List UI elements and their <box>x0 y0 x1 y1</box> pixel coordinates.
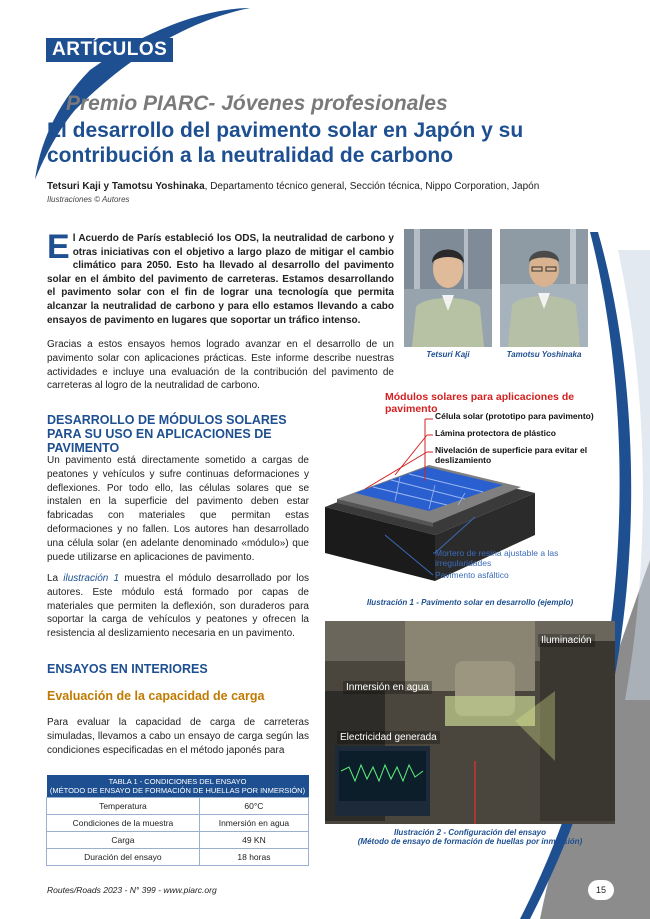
page-footer: Routes/Roads 2023 - N° 399 - www.piarc.org <box>47 885 217 895</box>
table-row <box>47 832 309 849</box>
intro-text: l Acuerdo de París estableció los ODS, la neutralidad de carbono y otras iniciativas con el objetivo a largo plazo de mitigar el cambio climático para 2050. Esto ha llevado al desarrollo del pavimento solar en el ámbito del pavimento de carreteras. Estamos desarrollando el pavimento solar con el fin de lograr una tecnología que permita alcanzar la neutralidad de carbono y para ello estamos llevando a cabo ensayos de pavimento en lugares que soportar un tráfico intenso. <box>47 233 394 326</box>
drop-cap: E <box>47 228 70 266</box>
section2-paragraph-1: Para evaluar la capacidad de carga de carreteras simuladas, llevamos a cabo un ensayo de carga según las condiciones especificadas en el método japonés para <box>47 717 309 756</box>
figure-1-title: Módulos solares para aplicaciones de pavimento <box>385 391 575 415</box>
figure-1-caption: Ilustración 1 - Pavimento solar en desarrollo (ejemplo) <box>366 598 574 607</box>
table-row <box>47 849 309 866</box>
section-heading-indoor-tests: ENSAYOS EN INTERIORES <box>47 662 208 676</box>
table-title-line-2: (MÉTODO DE ENSAYO DE FORMACIÓN DE HUELLAS POR INMERSIÓN) <box>49 786 306 795</box>
figure-2-label-electricity: Electricidad generada <box>337 731 440 744</box>
person-photo-icon <box>404 229 492 347</box>
figure-2-caption-line-1: Ilustración 2 - Configuración del ensayo <box>393 828 547 837</box>
figure-reference-link[interactable]: ilustración 1 <box>63 573 120 584</box>
figure-1-label-asphalt: Pavimento asfáltico <box>435 570 509 580</box>
table-cell-key: Duración del ensayo <box>47 849 200 866</box>
intro-paragraph <box>47 228 394 327</box>
paragraph-1: Gracias a estos ensayos hemos logrado avanzar en el desarrollo de un pavimento solar con aplicaciones prácticas. Este informe describe nuestras actividades e incluye una evaluación de la contribución del pavimento de carreteras al logro de la neutralidad de carbono. <box>47 339 394 392</box>
illustration-credit: Ilustraciones © Autores <box>47 195 130 204</box>
author-photo-2 <box>500 229 588 347</box>
figure-1-label-cell: Célula solar (prototipo para pavimento) <box>435 411 594 421</box>
subsection-heading: Evaluación de la capacidad de carga <box>47 689 265 703</box>
text-fragment: muestra el módulo desarrollado por los autores. Este módulo está formado por capas de materiales que permiten la deflexión, son duraderos para soportar la carga de vehículos y peatones y ofrecen la resistencia al deslizamiento necesaria en un pavimento. <box>47 573 309 640</box>
text-fragment: La <box>47 573 64 584</box>
table-cell-value: 18 horas <box>199 849 308 866</box>
table-cell-key: Condiciones de la muestra <box>47 815 200 832</box>
photo-caption-1: Tetsuri Kaji <box>426 350 470 359</box>
section1-paragraph-1: Un pavimento está directamente sometido a cargas de peatones y vehículos y sufre continuas deformaciones y deflexiones. Por todo ello, las células solares que se instalen en la superficie del pavimento deben estar fabricadas con materiales que permitan estas deformaciones y no fallen. Los autores han desarrollado una célula solar (en adelante denominado «módulo») que puede utilizarse en aplicaciones de pavimento. <box>47 455 309 563</box>
figure-2-label-lighting: Iluminación <box>538 634 595 647</box>
author-photo-1 <box>404 229 492 347</box>
figure-1-solar-module <box>325 385 615 595</box>
section-tag: ARTÍCULOS <box>46 38 173 62</box>
author-names: Tetsuri Kaji y Tamotsu Yoshinaka <box>47 181 205 192</box>
figure-1-label-film: Lámina protectora de plástico <box>435 428 556 438</box>
section-heading-modules: DESARROLLO DE MÓDULOS SOLARES PARA SU USO EN APLICACIONES DE PAVIMENTO <box>47 413 287 455</box>
photo-caption-2: Tamotsu Yoshinaka <box>506 350 582 359</box>
table-cell-value: Inmersión en agua <box>199 815 308 832</box>
table-cell-value: 49 KN <box>199 832 308 849</box>
figure-1-label-mortar: Mortero de resina ajustable a las irregularidades <box>435 548 559 568</box>
table-test-conditions <box>46 775 309 866</box>
table-title-line-1: TABLA 1 - CONDICIONES DEL ENSAYO <box>108 777 247 786</box>
author-affiliation: , Departamento técnico general, Sección técnica, Nippo Corporation, Japón <box>204 181 540 192</box>
figure-2-caption-line-2: (Método de ensayo de formación de huellas por inmersión) <box>357 837 583 846</box>
table-cell-key: Carga <box>47 832 200 849</box>
table-title <box>47 775 309 798</box>
authors-line <box>47 180 607 193</box>
figure-2-test-setup-photo <box>325 621 615 824</box>
figure-2-caption <box>325 828 615 846</box>
table-row <box>47 815 309 832</box>
table-cell-key: Temperatura <box>47 798 200 815</box>
table-cell-value: 60°C <box>199 798 308 815</box>
page-number: 15 <box>588 880 614 900</box>
section1-paragraph-2 <box>47 572 309 641</box>
person-photo-icon <box>500 229 588 347</box>
article-title: El desarrollo del pavimento solar en Japón y su contribución a la neutralidad de carbono <box>47 119 524 167</box>
figure-2-label-water: Inmersión en agua <box>343 681 432 694</box>
test-setup-photo-icon <box>325 621 615 824</box>
figure-1-label-surface: Nivelación de superficie para evitar el deslizamiento <box>435 445 588 465</box>
table-row <box>47 798 309 815</box>
article-kicker: Premio PIARC- Jóvenes profesionales <box>66 92 448 115</box>
